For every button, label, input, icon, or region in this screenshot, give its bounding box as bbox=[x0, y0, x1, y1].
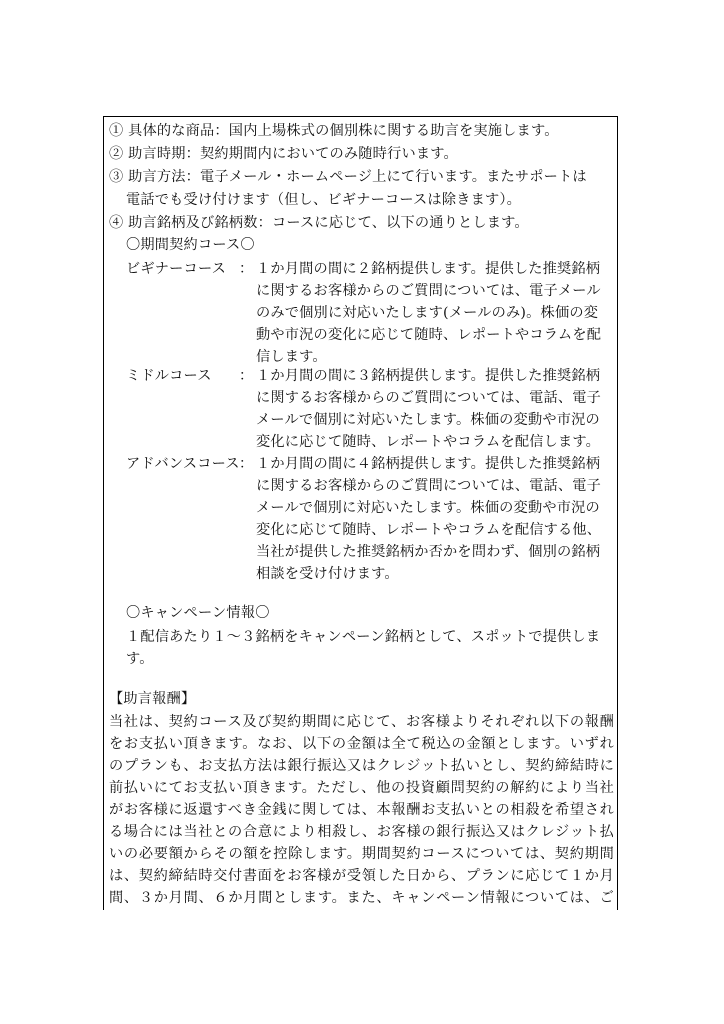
fee-line: のプランも、お支払方法は銀行振込又はクレジット払いとし、契約締結時に bbox=[109, 758, 614, 774]
course-name-advanced: アドバンスコース bbox=[126, 456, 240, 472]
fee-line: は、契約締結時交付書面をお客様が受領した日から、プランに応じて１か月 bbox=[109, 868, 614, 884]
course-middle-line: に関するお客様からのご質問については、電話、電子 bbox=[256, 390, 602, 406]
course-colon-middle: ： bbox=[239, 368, 254, 384]
fee-line: 間、３か月間、６か月間とします。また、キャンペーン情報については、ご bbox=[109, 890, 614, 906]
course-beginner-line: に関するお客様からのご質問については、電子メール bbox=[256, 283, 601, 299]
item-3: ③ 助言方法：電子メール・ホームページ上にて行います。またサポートは bbox=[109, 169, 587, 185]
campaign-line: す。 bbox=[126, 651, 154, 667]
fee-line: をお支払い頂きます。なお、以下の金額は全て税込の金額とします。いずれ bbox=[109, 736, 614, 752]
item-3-continued: 電話でも受け付けます（但し、ビギナーコースは除きます）。 bbox=[126, 192, 522, 208]
course-advanced-line: 変化に応じて随時、レポートやコラムを配信する他、 bbox=[256, 522, 602, 538]
period-heading: 〇期間契約コース〇 bbox=[126, 237, 255, 253]
course-middle-line: １か月間の間に３銘柄提供します。提供した推奨銘柄 bbox=[256, 368, 601, 384]
course-beginner-line: 動や市況の変化に応じて随時、レポートやコラムを配 bbox=[256, 327, 602, 343]
course-beginner-line: １か月間の間に２銘柄提供します。提供した推奨銘柄 bbox=[256, 261, 601, 277]
course-advanced-line: 当社が提供した推奨銘柄か否かを問わず、個別の銘柄 bbox=[256, 544, 601, 560]
document-frame bbox=[103, 116, 618, 910]
course-colon-advanced: ： bbox=[239, 456, 254, 472]
fee-line: る場合には当社との合意により相殺し、お客様の銀行振込又はクレジット払 bbox=[109, 824, 614, 840]
campaign-line: １配信あたり１～３銘柄をキャンペーン銘柄として、スポットで提供しま bbox=[126, 629, 601, 645]
item-1: ① 具体的な商品：国内上場株式の個別株に関する助言を実施します。 bbox=[109, 123, 559, 139]
course-name-beginner: ビギナーコース bbox=[126, 261, 227, 277]
fee-line: 前払いにてお支払い頂きます。ただし、他の投資顧問契約の解約により当社 bbox=[109, 780, 614, 796]
campaign-heading: 〇キャンペーン情報〇 bbox=[126, 605, 270, 621]
fee-line: がお客様に返還すべき金銭に関しては、本報酬お支払いとの相殺を希望され bbox=[109, 802, 614, 818]
course-advanced-line: １か月間の間に４銘柄提供します。提供した推奨銘柄 bbox=[256, 456, 601, 472]
course-beginner-line: のみで個別に対応いたします(メールのみ)。株価の変 bbox=[256, 305, 599, 321]
course-beginner-line: 信します。 bbox=[256, 349, 327, 365]
fee-line: 当社は、契約コース及び契約期間に応じて、お客様よりそれぞれ以下の報酬 bbox=[109, 714, 614, 730]
course-advanced-line: メールで個別に対応いたします。株価の変動や市況の bbox=[256, 500, 600, 516]
course-name-middle: ミドルコース bbox=[126, 368, 212, 384]
course-advanced-line: 相談を受け付けます。 bbox=[256, 566, 399, 582]
course-middle-line: メールで個別に対応いたします。株価の変動や市況の bbox=[256, 412, 600, 428]
fee-line: いの必要額からその額を控除します。期間契約コースについては、契約期間 bbox=[109, 846, 614, 862]
course-colon-beginner: ： bbox=[239, 261, 254, 277]
fee-heading: 【助言報酬】 bbox=[109, 691, 196, 707]
item-2: ② 助言時期：契約期間内においてのみ随時行います。 bbox=[109, 146, 458, 162]
course-middle-line: 変化に応じて随時、レポートやコラムを配信します。 bbox=[256, 434, 601, 450]
item-4: ④ 助言銘柄及び銘柄数：コースに応じて、以下の通りとします。 bbox=[109, 215, 529, 231]
course-advanced-line: に関するお客様からのご質問については、電話、電子 bbox=[256, 478, 602, 494]
